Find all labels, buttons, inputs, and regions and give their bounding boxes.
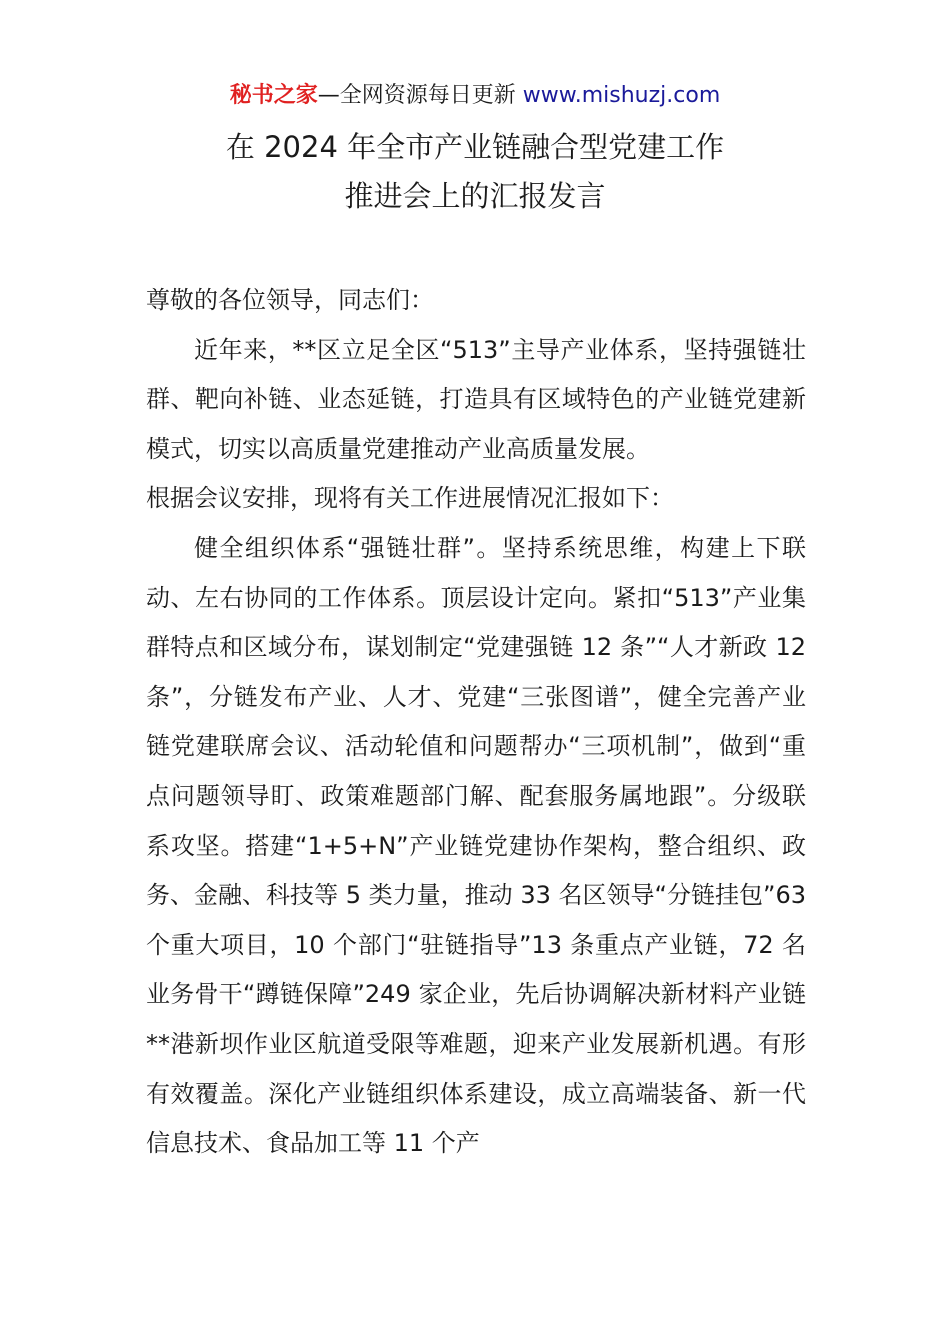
document-title-line-2: 推进会上的汇报发言 xyxy=(344,179,606,213)
site-header xyxy=(0,81,950,111)
salutation: 尊敬的各位领导，同志们： xyxy=(146,286,434,314)
paragraph-organization-system: 健全组织体系“强链壮群”。坚持系统思维，构建上下联动、左右协同的工作体系。顶层设计定向。紧扣“513”产业集群特点和区域分布，谋划制定“党建强链 12 条”“人才新政 12 条”，分链发布产业、人才、党建“三张图谱”，健全完善产业链党建联席会议、活动轮值和问题帮办“三项机制”，做到“重点问题领导盯、政策难题部门解、配套服务属地跟”。分级联系攻坚。搭建“1+5+N”产业链党建协作架构，整合组织、政务、金融、科技等 5 类力量，推动 33 名区领导“分链挂包”63 个重大项目，10 个部门“驻链指导”13 条重点产业链，72 名业务骨干“蹲链保障”249 家企业，先后协调解决新材料产业链**港新坝作业区航道受限等难题，迎来产业发展新机遇。有形有效覆盖。深化产业链组织体系建设，成立高端装备、新一代信息技术、食品加工等 11 个产 xyxy=(146,533,806,1158)
site-brand: 秘书之家 xyxy=(229,83,318,108)
site-url[interactable]: www.mishuzj.com xyxy=(522,83,721,108)
site-tagline: —全网资源每日更新 xyxy=(317,83,523,108)
paragraph-transition: 根据会议安排，现将有关工作进展情况汇报如下： xyxy=(146,484,674,513)
document-body xyxy=(146,276,806,1169)
document-title-line-1: 在 2024 年全市产业链融合型党建工作 xyxy=(225,130,725,164)
paragraph-intro: 近年来，**区立足全区“513”主导产业体系，坚持强链壮群、靶向补链、业态延链，打造具有区域特色的产业链党建新模式，切实以高质量党建推动产业高质量发展。 xyxy=(146,335,806,463)
